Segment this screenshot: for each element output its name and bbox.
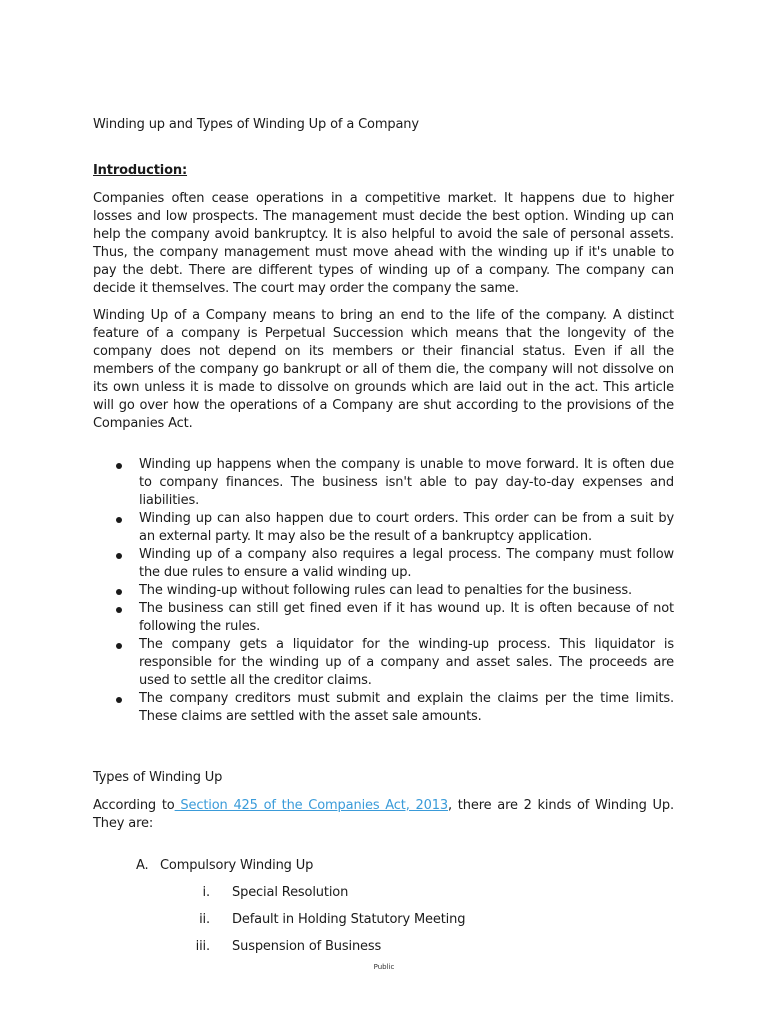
bullet-text: The winding-up without following rules can lead to penalties for the business. xyxy=(139,583,633,598)
bullet-list xyxy=(93,456,674,726)
roman-marker: i. xyxy=(202,885,210,900)
bullet-text: Winding up of a company also requires a legal process. The company must follow the due rules to ensure a valid winding up. xyxy=(139,547,674,580)
roman-label: Suspension of Business xyxy=(232,939,382,954)
bullet-icon xyxy=(116,589,122,595)
bullet-icon xyxy=(116,463,122,469)
footer-classification: Public xyxy=(373,963,395,971)
intro-paragraph-2: Winding Up of a Company means to bring an end to the life of the company. A distinct feature of a company is Perpetual Succession which means that the longevity of the company does not depend on its members or their financial status. Even if all the members of the company go bankrupt or all of them die, the company will not dissolve on its own unless it is made to dissolve on grounds which are laid out in the act. This article will go over how the operations of a Company are shut according to the provisions of the Companies Act. xyxy=(93,308,674,431)
roman-list xyxy=(93,884,674,956)
bullet-text: The company gets a liquidator for the winding-up process. This liquidator is responsible for the winding up of a company and asset sales. The proceeds are used to settle all the creditor claims. xyxy=(139,637,674,688)
bullet-icon xyxy=(116,553,122,559)
bullet-item xyxy=(93,456,674,510)
bullet-text: The company creditors must submit and explain the claims per the time limits. These claims are settled with the asset sale amounts. xyxy=(139,691,674,724)
section-425-link[interactable]: Section 425 of the Companies Act, 2013 xyxy=(174,798,449,813)
bullet-item xyxy=(93,600,674,636)
roman-marker: iii. xyxy=(195,939,210,954)
types-heading: Types of Winding Up xyxy=(93,770,223,785)
bullet-item xyxy=(93,510,674,546)
bullet-text: The business can still get fined even if it has wound up. It is often because of not following the rules. xyxy=(139,601,674,634)
introduction-heading: Introduction: xyxy=(93,163,188,178)
according-paragraph xyxy=(93,797,674,833)
bullet-item xyxy=(93,582,674,600)
bullet-icon xyxy=(116,607,122,613)
roman-item xyxy=(93,938,674,956)
bullet-item xyxy=(93,690,674,726)
roman-item xyxy=(93,911,674,929)
type-a-item xyxy=(93,857,674,875)
intro-paragraph-1: Companies often cease operations in a competitive market. It happens due to higher losses and low prospects. The management must decide the best option. Winding up can help the company avoid bankruptcy. It is also helpful to avoid the sale of personal assets. Thus, the company management must move ahead with the winding up if it's unable to pay the debt. There are different types of winding up of a company. The company can decide it themselves. The court may order the company the same. xyxy=(93,191,674,296)
document-title: Winding up and Types of Winding Up of a Company xyxy=(93,117,419,132)
type-a-marker: A. xyxy=(136,858,149,873)
bullet-item xyxy=(93,636,674,690)
bullet-text: Winding up happens when the company is unable to move forward. It is often due to company finances. The business isn't able to pay day-to-day expenses and liabilities. xyxy=(139,457,674,508)
document-body xyxy=(93,116,674,956)
roman-item xyxy=(93,884,674,902)
roman-label: Default in Holding Statutory Meeting xyxy=(232,912,466,927)
type-a-label: Compulsory Winding Up xyxy=(160,858,314,873)
according-prefix: According to xyxy=(93,798,175,813)
roman-marker: ii. xyxy=(199,912,210,927)
bullet-icon xyxy=(116,697,122,703)
roman-label: Special Resolution xyxy=(232,885,349,900)
according-suffix: , there are 2 kinds of Winding Up. They are: xyxy=(93,798,674,831)
bullet-icon xyxy=(116,517,122,523)
bullet-icon xyxy=(116,643,122,649)
bullet-item xyxy=(93,546,674,582)
bullet-text: Winding up can also happen due to court orders. This order can be from a suit by an external party. It may also be the result of a bankruptcy application. xyxy=(139,511,674,544)
